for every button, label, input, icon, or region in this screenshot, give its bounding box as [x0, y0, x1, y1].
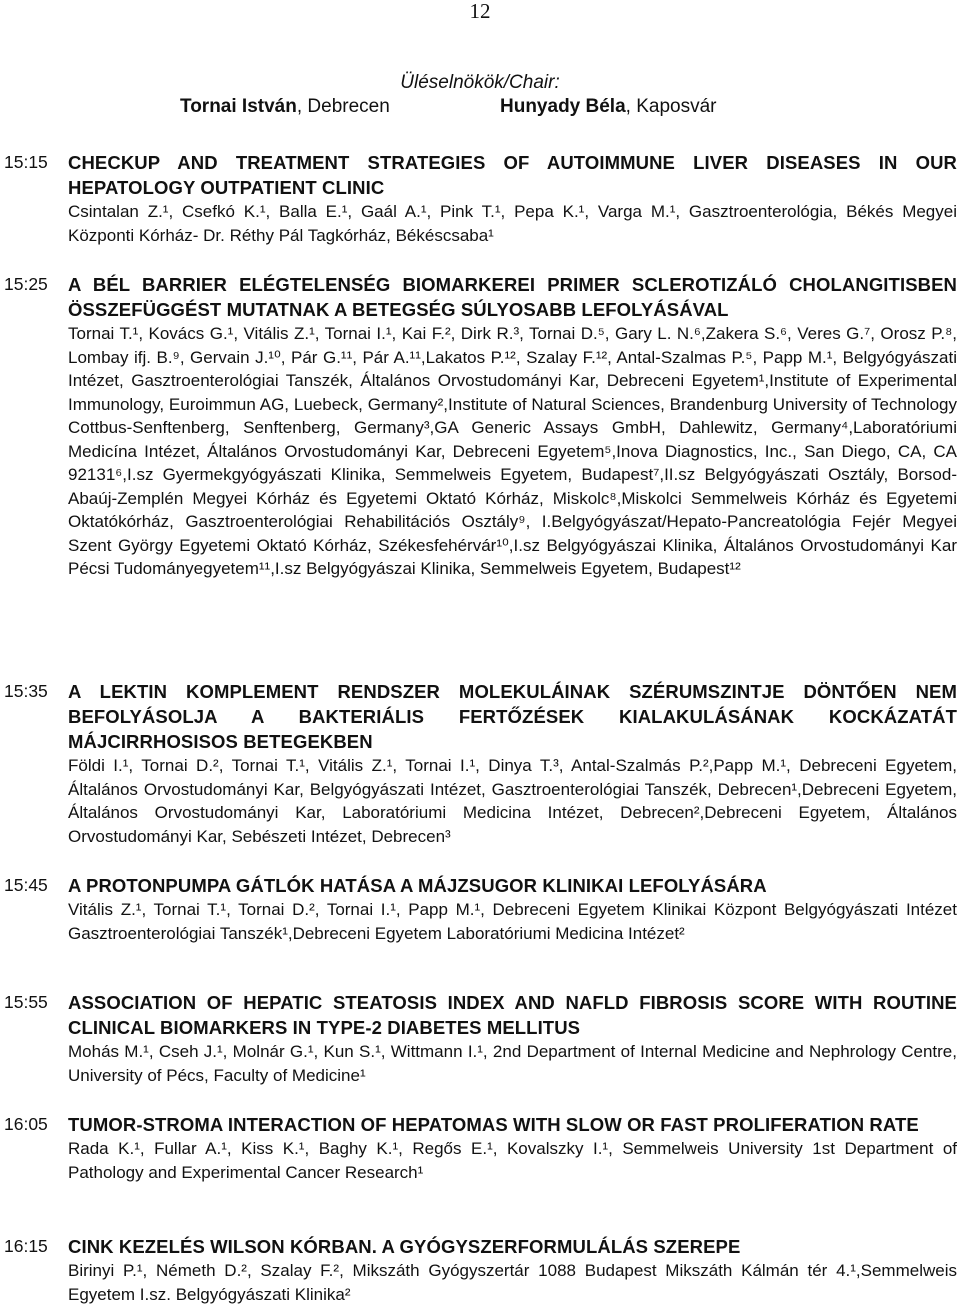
session-time: 15:45 [4, 875, 48, 895]
session-title: ASSOCIATION OF HEPATIC STEATOSIS INDEX AND NAFLD FIBROSIS SCORE WITH ROUTINE CLINICAL BIOMARKERS IN TYPE-2 DIABETES MELLITUS [68, 992, 957, 1038]
session-time: 15:35 [4, 681, 48, 701]
session-time: 16:05 [4, 1114, 48, 1134]
session-authors: Csintalan Z.¹, Csefkó K.¹, Balla E.¹, Gaál A.¹, Pink T.¹, Pepa K.¹, Varga M.¹, Gasztroenterológia, Békés Megyei Központi Kórház- Dr. Réthy Pál Tagkórház, Békéscsaba¹ [68, 202, 957, 245]
chair-1-name: Tornai István [180, 96, 297, 117]
chair-1 [180, 94, 390, 120]
session-body [68, 1234, 957, 1306]
session-body [68, 873, 957, 945]
session-title: CHECKUP AND TREATMENT STRATEGIES OF AUTOIMMUNE LIVER DISEASES IN OUR HEPATOLOGY OUTPATIENT CLINIC [68, 152, 957, 198]
session-body [68, 1112, 957, 1184]
session-authors: Rada K.¹, Fullar A.¹, Kiss K.¹, Baghy K.¹, Regős E.¹, Kovalszky I.¹, Semmelweis University 1st Department of Pathology and Experimental Cancer Research¹ [68, 1139, 957, 1182]
session-time: 16:15 [4, 1236, 48, 1256]
session-body [68, 990, 957, 1087]
session-body [68, 150, 957, 247]
session-title: CINK KEZELÉS WILSON KÓRBAN. A GYÓGYSZERFORMULÁLÁS SZEREPE [68, 1236, 741, 1257]
session-body [68, 679, 957, 848]
session-authors: Mohás M.¹, Cseh J.¹, Molnár G.¹, Kun S.¹, Wittmann I.¹, 2nd Department of Internal Medicine and Nephrology Centre, University of Pécs, Faculty of Medicine¹ [68, 1042, 957, 1085]
session-time: 15:25 [4, 274, 48, 294]
session-body [68, 272, 957, 581]
chair-2 [500, 94, 716, 120]
session-title: TUMOR-STROMA INTERACTION OF HEPATOMAS WITH SLOW OR FAST PROLIFERATION RATE [68, 1114, 919, 1135]
session-authors: Vitális Z.¹, Tornai T.¹, Tornai D.², Tornai I.¹, Papp M.¹, Debreceni Egyetem Klinikai Központ Belgyógyászati Intézet Gasztroenterológiai Tanszék¹,Debreceni Egyetem Laboratóriumi Medicina Intézet² [68, 900, 957, 943]
chairs-row [0, 94, 960, 120]
page-number: 12 [469, 0, 491, 23]
session-authors: Földi I.¹, Tornai D.², Tornai T.¹, Vitális Z.¹, Tornai I.¹, Dinya T.³, Antal-Szalmás P.²,Papp M.¹, Debreceni Egyetem, Általános Orvostudományi Kar, Belgyógyászati Intézet, Gasztroenterológiai Tanszék, Debrecen¹,Debreceni Egyetem, Általános Orvostudományi Kar, Laboratóriumi Medicina Intézet, Debrecen²,Debreceni Egyetem, Általános Orvostudományi Kar, Sebészeti Intézet, Debrecen³ [68, 756, 957, 846]
chair-1-place: , Debrecen [296, 96, 390, 117]
session-time: 15:55 [4, 992, 48, 1012]
chairs-title: Üléselnökök/Chair: [400, 72, 560, 93]
session-authors: Birinyi P.¹, Németh D.², Szalay F.², Mikszáth Gyógyszertár 1088 Budapest Mikszáth Kálmán tér 4.¹,Semmelweis Egyetem I.sz. Belgyógyászati Klinika² [68, 1261, 957, 1304]
chair-2-name: Hunyady Béla [500, 96, 626, 117]
session-time: 15:15 [4, 152, 48, 172]
session-authors: Tornai T.¹, Kovács G.¹, Vitális Z.¹, Tornai I.¹, Kai F.², Dirk R.³, Tornai D.⁵, Gary L. N.⁶,Zakera S.⁶, Veres G.⁷, Orosz P.⁸, Lombay ifj. B.⁹, Gervain J.¹⁰, Pár G.¹¹, Pár A.¹¹,Lakatos P.¹², Szalay F.¹², Antal-Szalmas P.⁵, Papp M.¹, Belgyógyászati Intézet, Gasztroenterológiai Tanszék, Általános Orvostudományi Kar, Debreceni Egyetem¹,Institute of Experimental Immunology, Euroimmun AG, Luebeck, Germany²,Institute of Natural Sciences, Brandenburg University of Technology Cottbus-Senftenberg, Senftenberg, Germany³,GA Generic Assays GmbH, Dahlewitz, Germany⁴,Laboratóriumi Medicína Intézet, Általános Orvostudományi Kar, Debreceni Egyetem⁵,Inova Diagnostics, Inc., San Diego, CA, CA 92131⁶,I.sz Gyermekgyógyászati Klinika, Semmelweis Egyetem, Budapest⁷,II.sz Belgyógyászati Osztály, Borsod-Abaúj-Zemplén Megyei Kórház és Egyetemi Oktató Kórház, Miskolc⁸,Miskolci Semmelweis Kórház és Egyetemi Oktatókórház, Gasztroenterológiai Rehabilitációs Osztály⁹, I.Belgyógyászat/Hepato-Pancreatológia Fejér Megyei Szent György Egyetemi Oktató Kórház, Székesfehérvár¹⁰,I.sz Belgyógyászai Klinika, Általános Orvostudományi Kar Pécsi Tudományegyetem¹¹,I.sz Belgyógyászai Klinika, Semmelweis Egyetem, Budapest¹² [68, 324, 957, 578]
session-title: A PROTONPUMPA GÁTLÓK HATÁSA A MÁJZSUGOR KLINIKAI LEFOLYÁSÁRA [68, 875, 767, 896]
session-chairs [0, 72, 960, 120]
chair-2-place: , Kaposvár [625, 96, 717, 117]
session-title: A BÉL BARRIER ELÉGTELENSÉG BIOMARKEREI PRIMER SCLEROTIZÁLÓ CHOLANGITISBEN ÖSSZEFÜGGÉST MUTATNAK A BETEGSÉG SÚLYOSABB LEFOLYÁSÁVAL [68, 274, 957, 320]
session-title: A LEKTIN KOMPLEMENT RENDSZER MOLEKULÁINAK SZÉRUMSZINTJE DÖNTŐEN NEM BEFOLYÁSOLJA A BAKTERIÁLIS FERTŐZÉSEK KIALAKULÁSÁNAK KOCKÁZATÁT MÁJCIRRHOSISOS BETEGEKBEN [68, 681, 957, 752]
